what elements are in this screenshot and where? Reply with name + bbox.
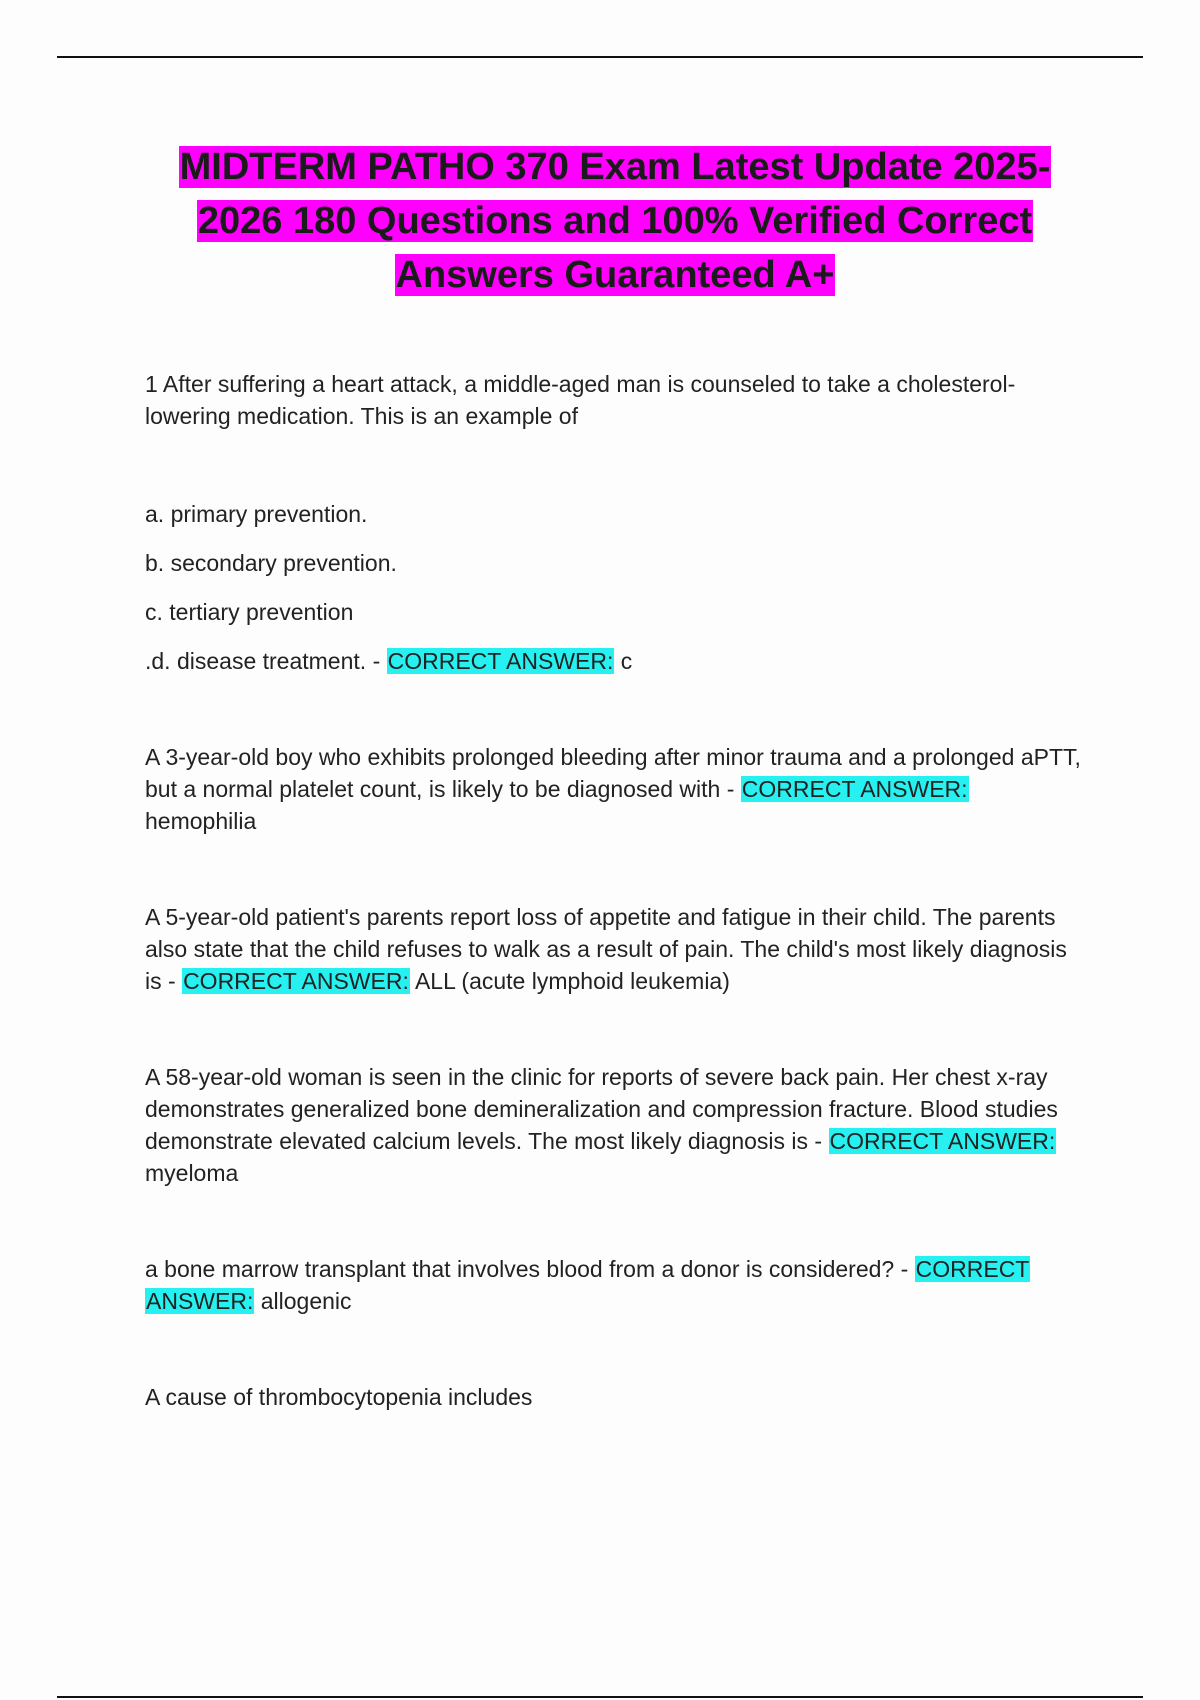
question-3-answer: ALL (acute lymphoid leukemia) [409,968,730,994]
header-rule [57,56,1143,58]
correct-answer-label: CORRECT ANSWER: [829,1128,1056,1154]
question-1 [145,368,1085,432]
correct-answer-label: CORRECT ANSWER: [183,968,409,994]
correct-answer-label: CORRECT ANSWER: [741,776,968,802]
question-1-option-a: a. primary prevention. [145,501,368,527]
question-3-text: A 5-year-old patient's parents report loss of appetite and fatigue in their child. The parents also state that the child refuses to walk as a result of pain. The child's most likely diagnosis is - [145,904,1067,994]
question-list [145,368,1085,1413]
question-2-text: A 3-year-old boy who exhibits prolonged bleeding after minor trauma and a prolonged aPTT, but a normal platelet count, is likely to be diagnosed with - [145,744,1081,802]
question-1-text: 1 After suffering a heart attack, a middle-aged man is counseled to take a cholesterol-lowering medication. This is an example of [145,371,1016,429]
question-5-text: a bone marrow transplant that involves blood from a donor is considered? - [145,1256,915,1282]
correct-answer-label: CORRECT ANSWER: [387,648,614,674]
question-5-answer: allogenic [254,1288,352,1314]
question-2-answer: hemophilia [145,808,257,834]
question-4-answer: myeloma [145,1160,239,1186]
question-1-option-b: b. secondary prevention. [145,550,397,576]
question-1-option-d-text: .d. disease treatment. - [145,648,387,674]
question-5 [145,1253,1085,1317]
question-1-option-d [145,645,1085,677]
document-title [145,140,1085,302]
question-4-text: A 58-year-old woman is seen in the clinic for reports of severe back pain. Her chest x-ray demonstrates generalized bone demineralization and compression fracture. Blood studies demonstrate elevated calcium levels. The most likely diagnosis is - [145,1064,1058,1154]
footer-rule [57,1696,1143,1698]
question-1-option-c: c. tertiary prevention [145,599,354,625]
question-3 [145,901,1085,997]
question-1-answer: c [614,648,633,674]
question-6 [145,1381,1085,1413]
correct-answer-label: CORRECT ANSWER: [146,1256,1030,1314]
document-title-text: MIDTERM PATHO 370 Exam Latest Update 2025-2026 180 Questions and 100% Verified Correct Answers Guaranteed A+ [179,146,1051,296]
question-4 [145,1061,1085,1189]
question-2 [145,741,1085,837]
question-6-text: A cause of thrombocytopenia includes [145,1384,533,1410]
